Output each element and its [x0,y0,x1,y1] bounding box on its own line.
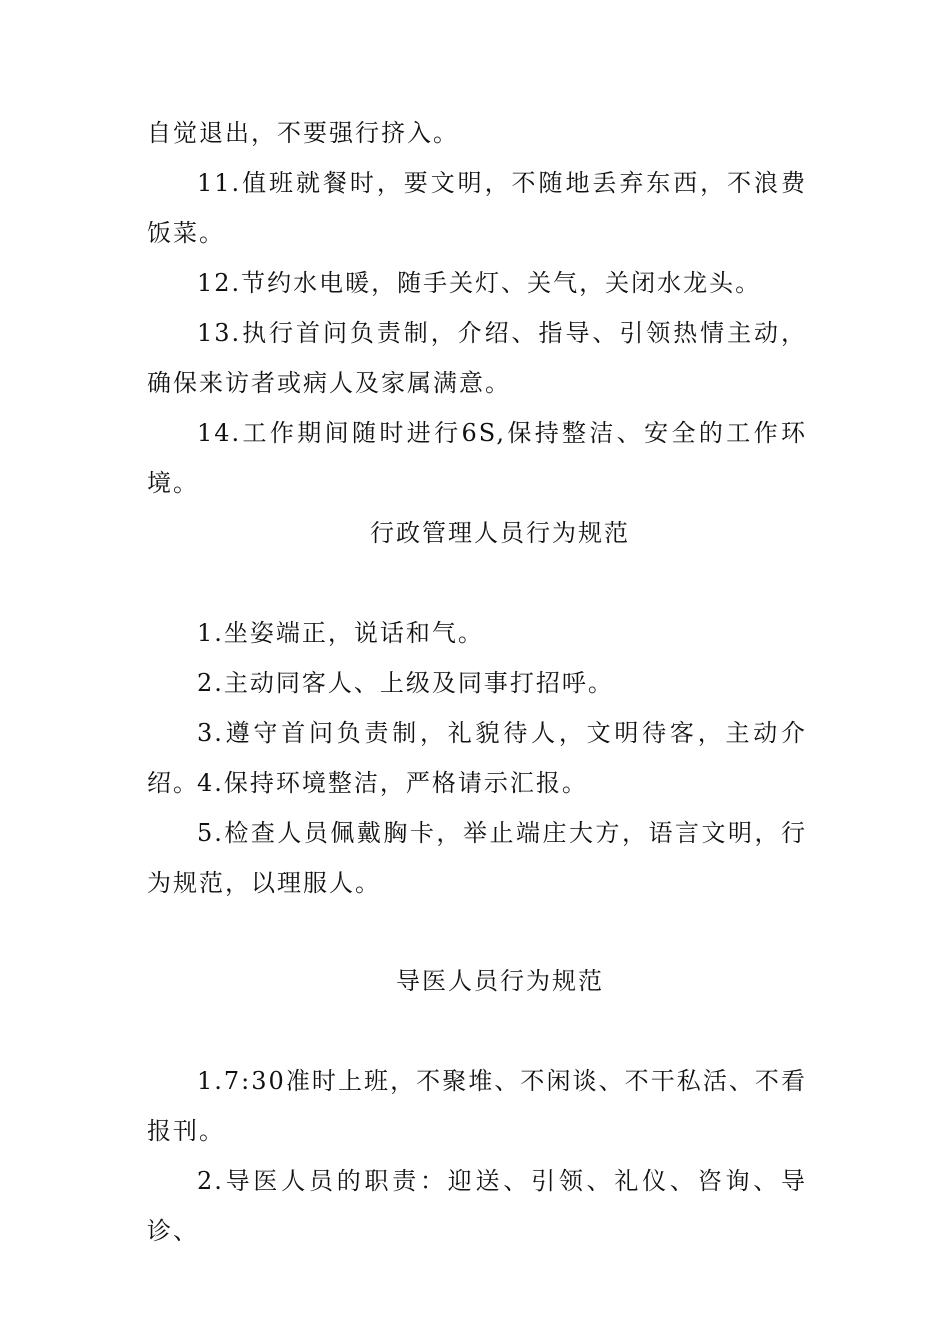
admin-item-2: 2.主动同客人、上级及同事打招呼。 [197,669,614,697]
paragraph-continuation: 自觉退出，不要强行挤入。 [147,119,459,147]
paragraph-item-11: 11.值班就餐时，要文明，不随地丢弃东西，不浪费饭菜。 [147,169,807,247]
guide-item-1: 1.7:30准时上班，不聚堆、不闲谈、不干私活、不看报刊。 [147,1067,807,1145]
guide-item-2: 2.导医人员的职责：迎送、引领、礼仪、咨询、导诊、 [147,1167,807,1245]
paragraph-item-12: 12.节约水电暖，随手关灯、关气，关闭水龙头。 [197,269,762,297]
admin-item-4: 4.保持环境整洁，严格请示汇报。 [197,769,588,797]
paragraph-item-14: 14.工作期间随时进行6S,保持整洁、安全的工作环境。 [147,419,807,497]
admin-item-3: 3.遵守首问负责制，礼貌待人，文明待客，主动介绍。 [147,719,807,797]
section-title-admin: 行政管理人员行为规范 [370,519,630,547]
section-title-guide: 导医人员行为规范 [396,967,604,995]
admin-item-5: 5.检查人员佩戴胸卡，举止端庄大方，语言文明，行为规范，以理服人。 [147,819,807,897]
admin-item-1: 1.坐姿端正，说话和气。 [197,619,484,647]
paragraph-item-13: 13.执行首问负责制，介绍、指导、引领热情主动，确保来访者或病人及家属满意。 [147,319,807,397]
